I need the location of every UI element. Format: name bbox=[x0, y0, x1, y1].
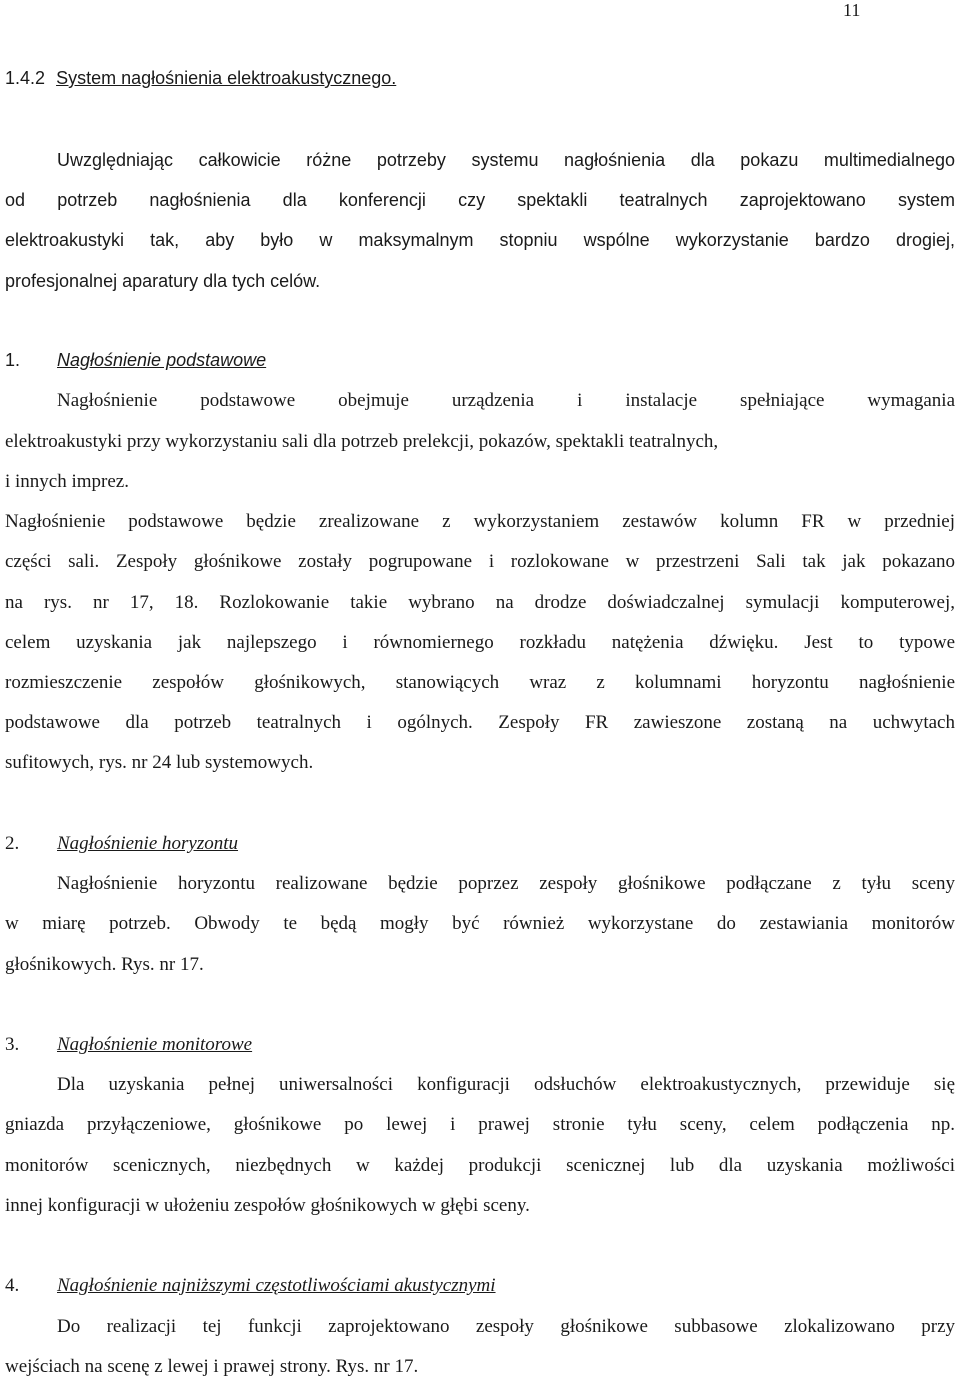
item-heading bbox=[5, 833, 238, 855]
intro-line: od potrzeb nagłośnienia dla konferencji czy spektakli teatralnych zaprojektowano system bbox=[5, 190, 955, 210]
intro-line: profesjonalnej aparatury dla tych celów. bbox=[5, 271, 321, 291]
paragraph-line: Nagłośnienie horyzontu realizowane będzie poprzez zespoły głośnikowe podłączane z tyłu sceny bbox=[57, 873, 955, 894]
paragraph-line: Nagłośnienie podstawowe obejmuje urządzenia i instalacje spełniające wymagania bbox=[57, 390, 955, 411]
item-number: 2. bbox=[5, 833, 20, 854]
item-heading bbox=[5, 1275, 496, 1297]
paragraph-line: Nagłośnienie podstawowe będzie zrealizowane z wykorzystaniem zestawów kolumn FR w przedniej bbox=[5, 511, 955, 532]
item-title: Nagłośnienie horyzontu bbox=[57, 833, 239, 854]
item-title: Nagłośnienie monitorowe bbox=[57, 1034, 253, 1055]
paragraph-line: głośnikowych. Rys. nr 17. bbox=[5, 954, 204, 975]
section-title: System nagłośnienia elektroakustycznego. bbox=[56, 68, 397, 88]
paragraph-line: wejściach na scenę z lewej i prawej strony. Rys. nr 17. bbox=[5, 1356, 419, 1377]
paragraph-line: sufitowych, rys. nr 24 lub systemowych. bbox=[5, 752, 314, 773]
paragraph-line: Do realizacji tej funkcji zaprojektowano zespoły głośnikowe subbasowe zlokalizowano przy bbox=[57, 1316, 955, 1337]
paragraph-line: monitorów scenicznych, niezbędnych w każdej produkcji scenicznej lub dla uzyskania możliwości bbox=[5, 1155, 955, 1176]
item-title: Nagłośnienie podstawowe bbox=[57, 350, 267, 370]
item-title: Nagłośnienie najniższymi częstotliwościami akustycznymi bbox=[57, 1275, 496, 1296]
item-number: 3. bbox=[5, 1034, 20, 1055]
item-heading bbox=[5, 1034, 252, 1056]
item-number: 4. bbox=[5, 1275, 20, 1296]
intro-line: elektroakustyki tak, aby było w maksymalnym stopniu wspólne wykorzystanie bardzo drogiej, bbox=[5, 230, 955, 250]
paragraph-line: części sali. Zespoły głośnikowe zostały pogrupowane i rozlokowane w przestrzeni Sali tak jak pokazano bbox=[5, 551, 955, 572]
paragraph-line: elektroakustyki przy wykorzystaniu sali dla potrzeb prelekcji, pokazów, spektakli teatralnych, bbox=[5, 431, 719, 452]
paragraph-line: celem uzyskania jak najlepszego i równomiernego rozkładu natężenia dźwięku. Jest to typowe bbox=[5, 632, 955, 653]
paragraph-line: podstawowe dla potrzeb teatralnych i ogólnych. Zespoły FR zawieszone zostaną na uchwytach bbox=[5, 712, 955, 733]
paragraph-line: gniazda przyłączeniowe, głośnikowe po lewej i prawej stronie tyłu sceny, celem podłączenia np. bbox=[5, 1114, 955, 1135]
paragraph-line: w miarę potrzeb. Obwody te będą mogły być również wykorzystane do zestawiania monitorów bbox=[5, 913, 955, 934]
intro-line: Uwzględniając całkowicie różne potrzeby systemu nagłośnienia dla pokazu multimedialnego bbox=[57, 150, 955, 170]
paragraph-line: na rys. nr 17, 18. Rozlokowanie takie wybrano na drodze doświadczalnej symulacji komputerowej, bbox=[5, 592, 955, 613]
item-heading bbox=[5, 350, 266, 371]
paragraph-line: innej konfiguracji w ułożeniu zespołów głośnikowych w głębi sceny. bbox=[5, 1195, 530, 1216]
section-number: 1.4.2 bbox=[5, 68, 46, 88]
item-number: 1. bbox=[5, 350, 21, 370]
paragraph-line: rozmieszczenie zespołów głośnikowych, stanowiących wraz z kolumnami horyzontu nagłośnienie bbox=[5, 672, 955, 693]
page-number: 11 bbox=[843, 0, 861, 20]
section-heading bbox=[5, 68, 396, 89]
paragraph-line: i innych imprez. bbox=[5, 471, 129, 492]
paragraph-line: Dla uzyskania pełnej uniwersalności konfiguracji odsłuchów elektroakustycznych, przewiduje się bbox=[57, 1074, 955, 1095]
